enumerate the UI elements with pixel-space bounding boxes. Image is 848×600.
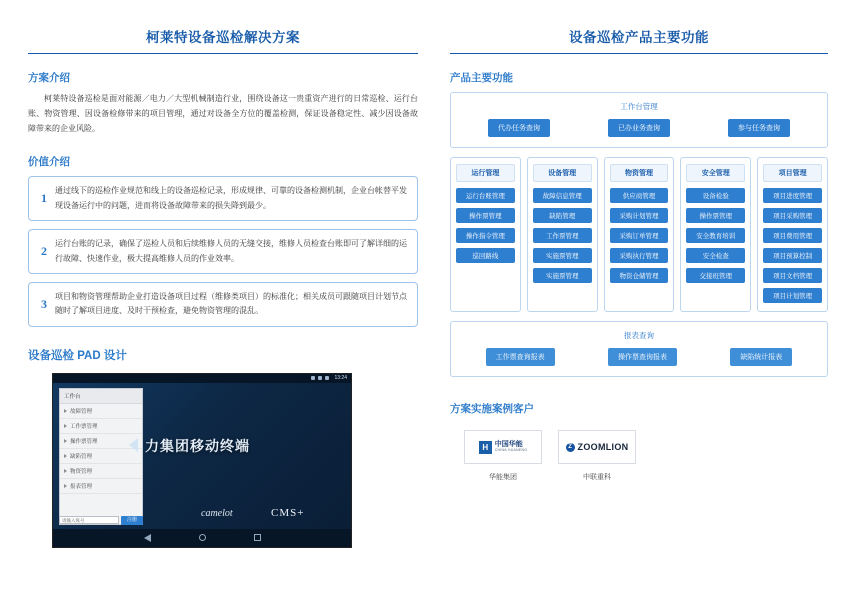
pad-menu-item[interactable]: 故障管理 (60, 404, 142, 419)
recents-icon[interactable] (254, 534, 261, 541)
huaneng-mark-icon: H (479, 441, 492, 454)
pad-heading: 设备巡检 PAD 设计 (28, 349, 127, 362)
page-title: 柯莱特设备巡检解决方案 (28, 26, 418, 54)
right-page-title: 设备巡检产品主要功能 (450, 26, 828, 54)
column-item[interactable]: 交接班管理 (686, 268, 745, 283)
column-item[interactable]: 设备检验 (686, 188, 745, 203)
report-item[interactable]: 工作票查询报表 (486, 348, 555, 366)
column-item[interactable]: 实施票管理 (533, 268, 592, 283)
list-item (464, 430, 542, 482)
column-item[interactable]: 采购计划管理 (610, 208, 669, 223)
list-item (28, 282, 418, 327)
column-item[interactable]: 安全教育培训 (686, 228, 745, 243)
huaneng-logo (464, 430, 542, 464)
column-item[interactable]: 采购订单管理 (610, 228, 669, 243)
left-column (28, 26, 418, 548)
column-item[interactable]: 采购执行管理 (610, 248, 669, 263)
column-item[interactable]: 故障信息管理 (533, 188, 592, 203)
pad-menu-item[interactable]: 操作票管理 (60, 434, 142, 449)
pad-menu-item[interactable]: 缺陷管理 (60, 449, 142, 464)
column-item[interactable]: 项目文档管理 (763, 268, 822, 283)
signal-icon (311, 376, 315, 380)
zoomlion-mark-icon: Z (566, 443, 575, 452)
value-heading: 价值介绍 (28, 156, 70, 169)
wifi-icon (318, 376, 322, 380)
pad-menu-header: 工作台 (60, 389, 142, 404)
report-item[interactable]: 缺陷统计报表 (730, 348, 792, 366)
column-item[interactable]: 缺陷管理 (533, 208, 592, 223)
value-number: 3 (41, 296, 47, 311)
cms-logo: CMS+ (271, 506, 305, 519)
column-title: 运行管理 (456, 164, 515, 182)
value-number: 2 (41, 244, 47, 259)
column-card-project (757, 157, 828, 312)
customers-heading: 方案实施案例客户 (450, 403, 534, 415)
value-text: 运行台账的记录，确保了巡检人员和后续维修人员的无缝交接，维修人员检查台账即可了解详细的运行故障、快速作业，极大提高维修人员的作业效率。 (55, 239, 407, 263)
column-item[interactable]: 项目费用管理 (763, 228, 822, 243)
report-item[interactable]: 操作票查询报表 (608, 348, 677, 366)
battery-icon (325, 376, 329, 380)
workbench-item[interactable]: 参与任务查询 (728, 119, 790, 137)
column-card-operation (450, 157, 521, 312)
column-item[interactable]: 操作票管理 (686, 208, 745, 223)
column-item[interactable]: 安全检查 (686, 248, 745, 263)
column-item[interactable]: 工作票管理 (533, 228, 592, 243)
intro-heading: 方案介绍 (28, 72, 70, 84)
right-column (450, 26, 828, 482)
reports-title: 报表查询 (624, 331, 654, 340)
column-item[interactable]: 供应商管理 (610, 188, 669, 203)
functions-heading: 产品主要功能 (450, 72, 513, 84)
pad-login-row[interactable] (59, 516, 143, 525)
column-card-equipment (527, 157, 598, 312)
customer-caption: 中联重科 (583, 474, 611, 481)
column-item[interactable]: 项目预算控制 (763, 248, 822, 263)
pad-side-menu[interactable] (59, 388, 143, 525)
reports-items (459, 348, 819, 366)
play-arrow-icon (129, 438, 138, 452)
column-item[interactable]: 运行台账管理 (456, 188, 515, 203)
list-item (28, 176, 418, 221)
pad-screen (53, 374, 351, 547)
list-item (28, 229, 418, 274)
value-number: 1 (41, 191, 47, 206)
column-item[interactable]: 操作指令管理 (456, 228, 515, 243)
column-title: 设备管理 (533, 164, 592, 182)
value-text: 通过线下的巡检作业规范和线上的设备巡检记录，形成规律、可靠的设备检测机制，企业台帐替平发现设备运行中的问题，进而将设备故障带来的损失降到最少。 (55, 186, 407, 210)
home-icon[interactable] (199, 534, 206, 541)
register-button[interactable]: 注册 (121, 516, 143, 525)
column-item[interactable]: 项目进度管理 (763, 188, 822, 203)
column-item[interactable]: 巡回路线 (456, 248, 515, 263)
pad-mockup (52, 373, 352, 548)
zoomlion-name-en: ZOOMLION (577, 442, 629, 452)
pad-menu-item[interactable]: 报表管理 (60, 479, 142, 494)
column-title: 项目管理 (763, 164, 822, 182)
workbench-panel (450, 92, 828, 148)
camelot-logo: camelot (201, 507, 233, 519)
pad-menu-item[interactable]: 工作票管理 (60, 419, 142, 434)
value-text: 项目和物资管理帮助企业打造设备项目过程（维修类项目）的标准化；相关成员可跟随项目计划节点随时了解项目进度、及时干预检查，避免物资管理的混乱。 (55, 291, 407, 316)
clock-label: 13:24 (334, 375, 347, 382)
pad-status-bar (53, 374, 351, 383)
value-list (28, 176, 418, 326)
function-columns (450, 157, 828, 312)
workbench-item[interactable]: 代办任务查询 (488, 119, 550, 137)
customer-caption: 华能集团 (489, 474, 517, 481)
column-item[interactable]: 项目采购管理 (763, 208, 822, 223)
column-item[interactable]: 项目计划管理 (763, 288, 822, 303)
column-title: 物资管理 (610, 164, 669, 182)
workbench-items (459, 119, 819, 137)
list-item (558, 430, 636, 482)
pad-menu-item[interactable]: 物资管理 (60, 464, 142, 479)
customer-list (464, 430, 828, 482)
column-item[interactable]: 实施票管理 (533, 248, 592, 263)
back-icon[interactable] (144, 534, 151, 542)
workbench-item[interactable]: 已办业务查询 (608, 119, 670, 137)
pad-brand-label: 力集团移动终端 (145, 437, 250, 454)
reports-panel (450, 321, 828, 377)
column-item[interactable]: 操作票管理 (456, 208, 515, 223)
huaneng-name-en: CHINA HUANENG (494, 447, 528, 452)
column-card-material (604, 157, 675, 312)
column-item[interactable]: 物资仓储管理 (610, 268, 669, 283)
zoomlion-logo (558, 430, 636, 464)
column-card-safety (680, 157, 751, 312)
account-input[interactable]: 请输入账号 (59, 516, 119, 524)
column-title: 安全管理 (686, 164, 745, 182)
intro-paragraph: 柯莱特设备巡检是面对能源／电力／大型机械制造行业，围绕设备这一贵重资产进行的日常巡检、运行台账、物资管理、因设备检修带来的项目管理，通过对设备全方位的覆盖检测，保证设备稳定性、减少因设备故障带来的企业风险。 (28, 94, 418, 133)
workbench-title: 工作台管理 (620, 102, 658, 111)
pad-nav-bar[interactable] (53, 529, 351, 547)
huaneng-name-cn: 中国华能 (494, 441, 523, 449)
